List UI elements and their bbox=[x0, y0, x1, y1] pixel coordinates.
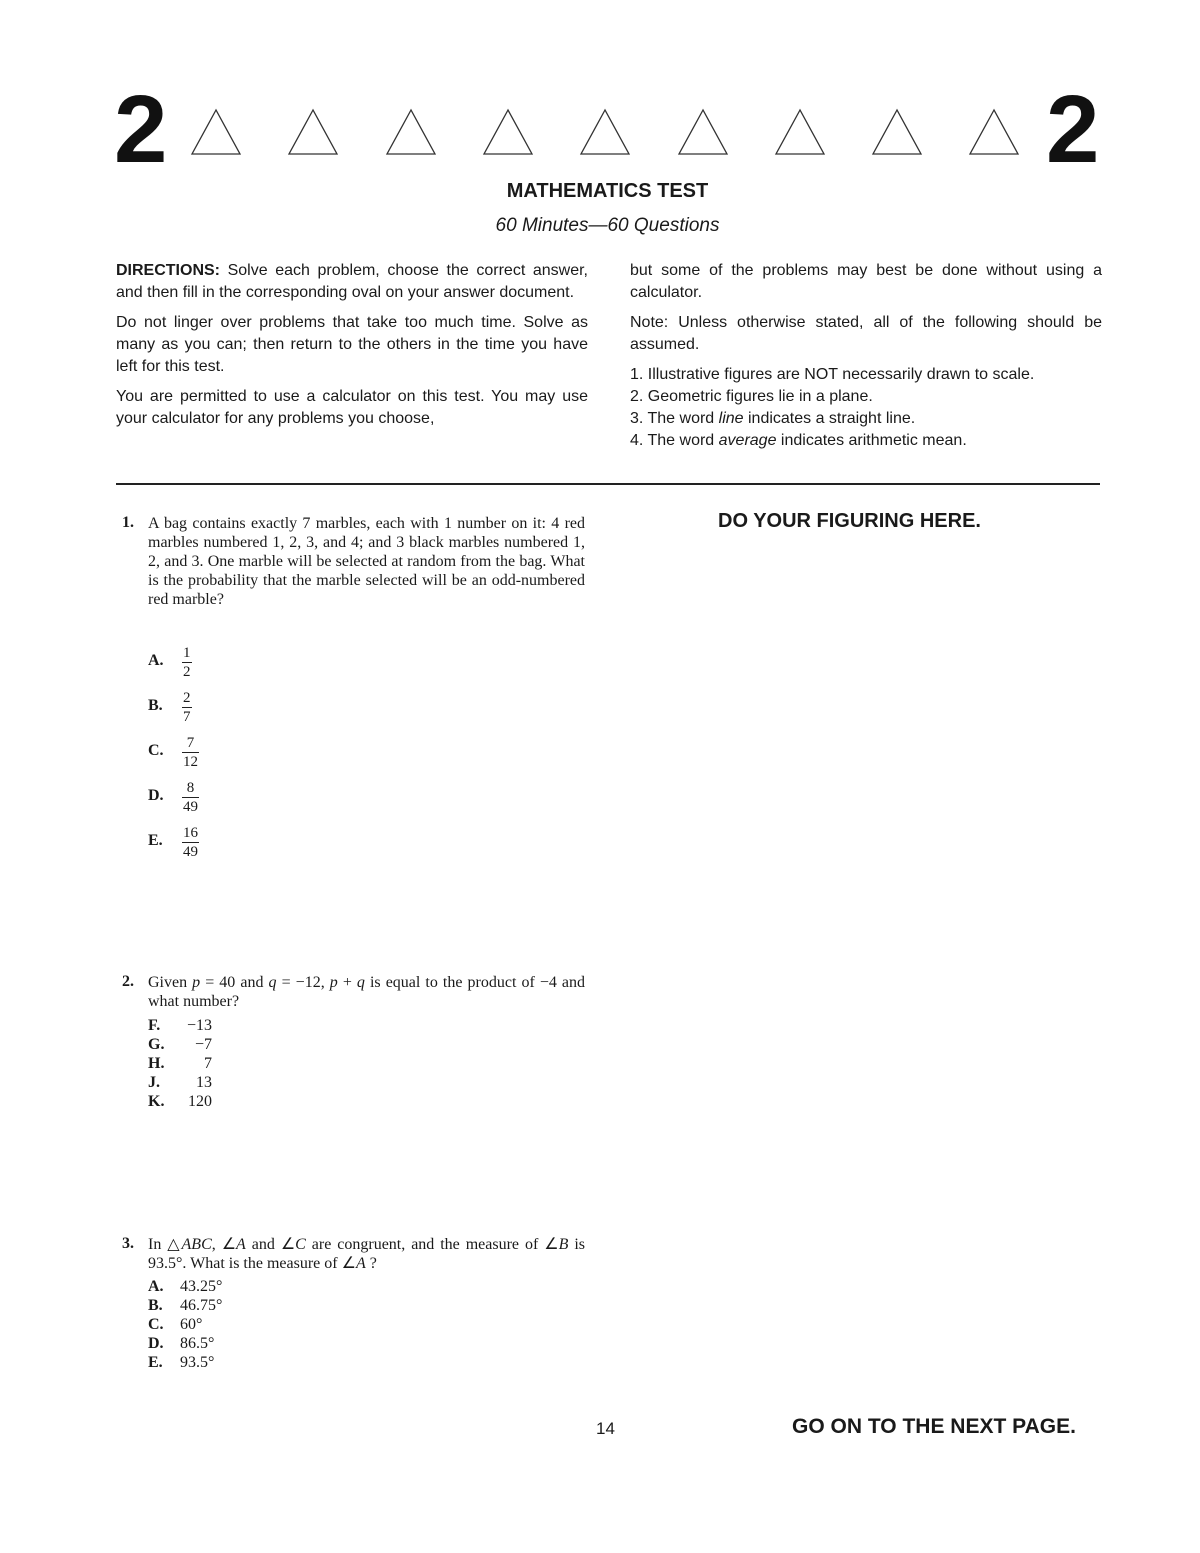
triangle-icon bbox=[287, 108, 343, 158]
option-label: E. bbox=[148, 832, 163, 849]
fraction-option[interactable] bbox=[182, 780, 199, 815]
question-3-number: 3. bbox=[122, 1235, 134, 1252]
option-value[interactable]: 86.5° bbox=[180, 1335, 215, 1352]
fraction-option[interactable] bbox=[182, 690, 192, 725]
option-label: J. bbox=[148, 1074, 160, 1091]
option-label: D. bbox=[148, 787, 164, 804]
option-value[interactable]: 120 bbox=[188, 1093, 212, 1110]
assumption-item: 3. The word line indicates a straight line. bbox=[630, 410, 916, 427]
option-value[interactable]: −7 bbox=[194, 1036, 212, 1053]
directions-p3: You are permitted to use a calculator on this test. You may use your calculator for any problems you choose, bbox=[116, 388, 588, 427]
directions-label: DIRECTIONS: bbox=[116, 262, 220, 279]
fraction-bar bbox=[182, 707, 192, 708]
section-divider bbox=[116, 483, 1100, 485]
fraction-numerator: 1 bbox=[183, 645, 191, 661]
section-number-right: 2 bbox=[1046, 76, 1100, 183]
fraction-denominator: 49 bbox=[183, 844, 198, 860]
option-label: K. bbox=[148, 1093, 165, 1110]
fraction-option[interactable] bbox=[182, 735, 199, 770]
option-value[interactable]: 7 bbox=[204, 1055, 212, 1072]
option-value[interactable]: −13 bbox=[186, 1017, 212, 1034]
fraction-denominator: 7 bbox=[183, 709, 191, 725]
directions-p4: but some of the problems may best be done without using a calculator. bbox=[630, 262, 1102, 301]
option-value[interactable]: 13 bbox=[196, 1074, 212, 1091]
triangle-icon bbox=[968, 108, 1024, 158]
triangle-row bbox=[190, 108, 1030, 160]
test-subtitle: 60 Minutes—60 Questions bbox=[495, 215, 720, 236]
fraction-bar bbox=[182, 797, 199, 798]
option-label: H. bbox=[148, 1055, 165, 1072]
question-2-number: 2. bbox=[122, 973, 134, 990]
option-value[interactable]: 60° bbox=[180, 1316, 203, 1333]
directions-p1: Solve each problem, choose the correct answer, and then fill in the corresponding oval on your answer document. bbox=[116, 262, 588, 301]
fraction-option[interactable] bbox=[182, 645, 192, 680]
assumption-item: 1. Illustrative figures are NOT necessarily drawn to scale. bbox=[630, 366, 1035, 383]
directions-right-column bbox=[630, 260, 1102, 452]
test-title: MATHEMATICS TEST bbox=[506, 180, 709, 202]
fraction-bar bbox=[182, 842, 199, 843]
triangle-icon bbox=[871, 108, 927, 158]
assumption-item: 2. Geometric figures lie in a plane. bbox=[630, 388, 873, 405]
triangle-icon bbox=[385, 108, 441, 158]
question-3-stem: In △ABC, ∠A and ∠C are congruent, and the measure of ∠B is 93.5°. What is the measure of ∠A ? bbox=[148, 1236, 586, 1272]
figuring-label: DO YOUR FIGURING HERE. bbox=[718, 510, 981, 532]
option-value[interactable]: 93.5° bbox=[180, 1354, 215, 1371]
option-label: B. bbox=[148, 1297, 163, 1314]
fraction-bar bbox=[182, 752, 199, 753]
triangle-icon bbox=[190, 108, 246, 158]
option-label: E. bbox=[148, 1354, 163, 1371]
option-value[interactable]: 43.25° bbox=[180, 1278, 223, 1295]
directions-p2: Do not linger over problems that take too much time. Solve as many as you can; then return to the others in the time you have left for this test. bbox=[116, 314, 588, 375]
fraction-numerator: 7 bbox=[186, 735, 195, 751]
fraction-numerator: 16 bbox=[183, 825, 198, 841]
option-label: A. bbox=[148, 1278, 164, 1295]
fraction-denominator: 12 bbox=[183, 754, 198, 770]
section-number-left: 2 bbox=[114, 76, 168, 183]
directions-left-column bbox=[116, 260, 588, 438]
fraction-numerator: 8 bbox=[186, 780, 195, 796]
question-1-stem: A bag contains exactly 7 marbles, each with 1 number on it: 4 red marbles numbered 1, 2, 3, and 4; and 3 black marbles numbered 1, 2, and 3. One marble will be selected at random from the bag. What is the probability that the marble selected will be an odd-numbered red marble? bbox=[148, 515, 585, 608]
fraction-denominator: 49 bbox=[183, 799, 198, 815]
triangle-icon bbox=[677, 108, 733, 158]
option-label: C. bbox=[148, 1316, 164, 1333]
question-2-stem: Given p = 40 and q = −12, p + q is equal to the product of −4 and what number? bbox=[148, 974, 586, 1010]
next-page-label: GO ON TO THE NEXT PAGE. bbox=[792, 1415, 1076, 1438]
option-label: A. bbox=[148, 652, 164, 669]
fraction-denominator: 2 bbox=[183, 664, 191, 680]
option-label: F. bbox=[148, 1017, 161, 1034]
assumptions-list bbox=[630, 364, 1102, 452]
question-1-number: 1. bbox=[122, 514, 134, 531]
triangle-icon bbox=[482, 108, 538, 158]
option-label: C. bbox=[148, 742, 164, 759]
assumption-item: 4. The word average indicates arithmetic mean. bbox=[630, 432, 967, 449]
fraction-numerator: 2 bbox=[183, 690, 191, 706]
triangle-icon bbox=[579, 108, 635, 158]
option-label: B. bbox=[148, 697, 163, 714]
directions-note: Note: Unless otherwise stated, all of the following should be assumed. bbox=[630, 314, 1102, 353]
option-label: G. bbox=[148, 1036, 165, 1053]
fraction-bar bbox=[182, 662, 192, 663]
page-number: 14 bbox=[596, 1419, 615, 1438]
option-label: D. bbox=[148, 1335, 164, 1352]
triangle-icon bbox=[774, 108, 830, 158]
fraction-option[interactable] bbox=[182, 825, 199, 860]
option-value[interactable]: 46.75° bbox=[180, 1297, 223, 1314]
